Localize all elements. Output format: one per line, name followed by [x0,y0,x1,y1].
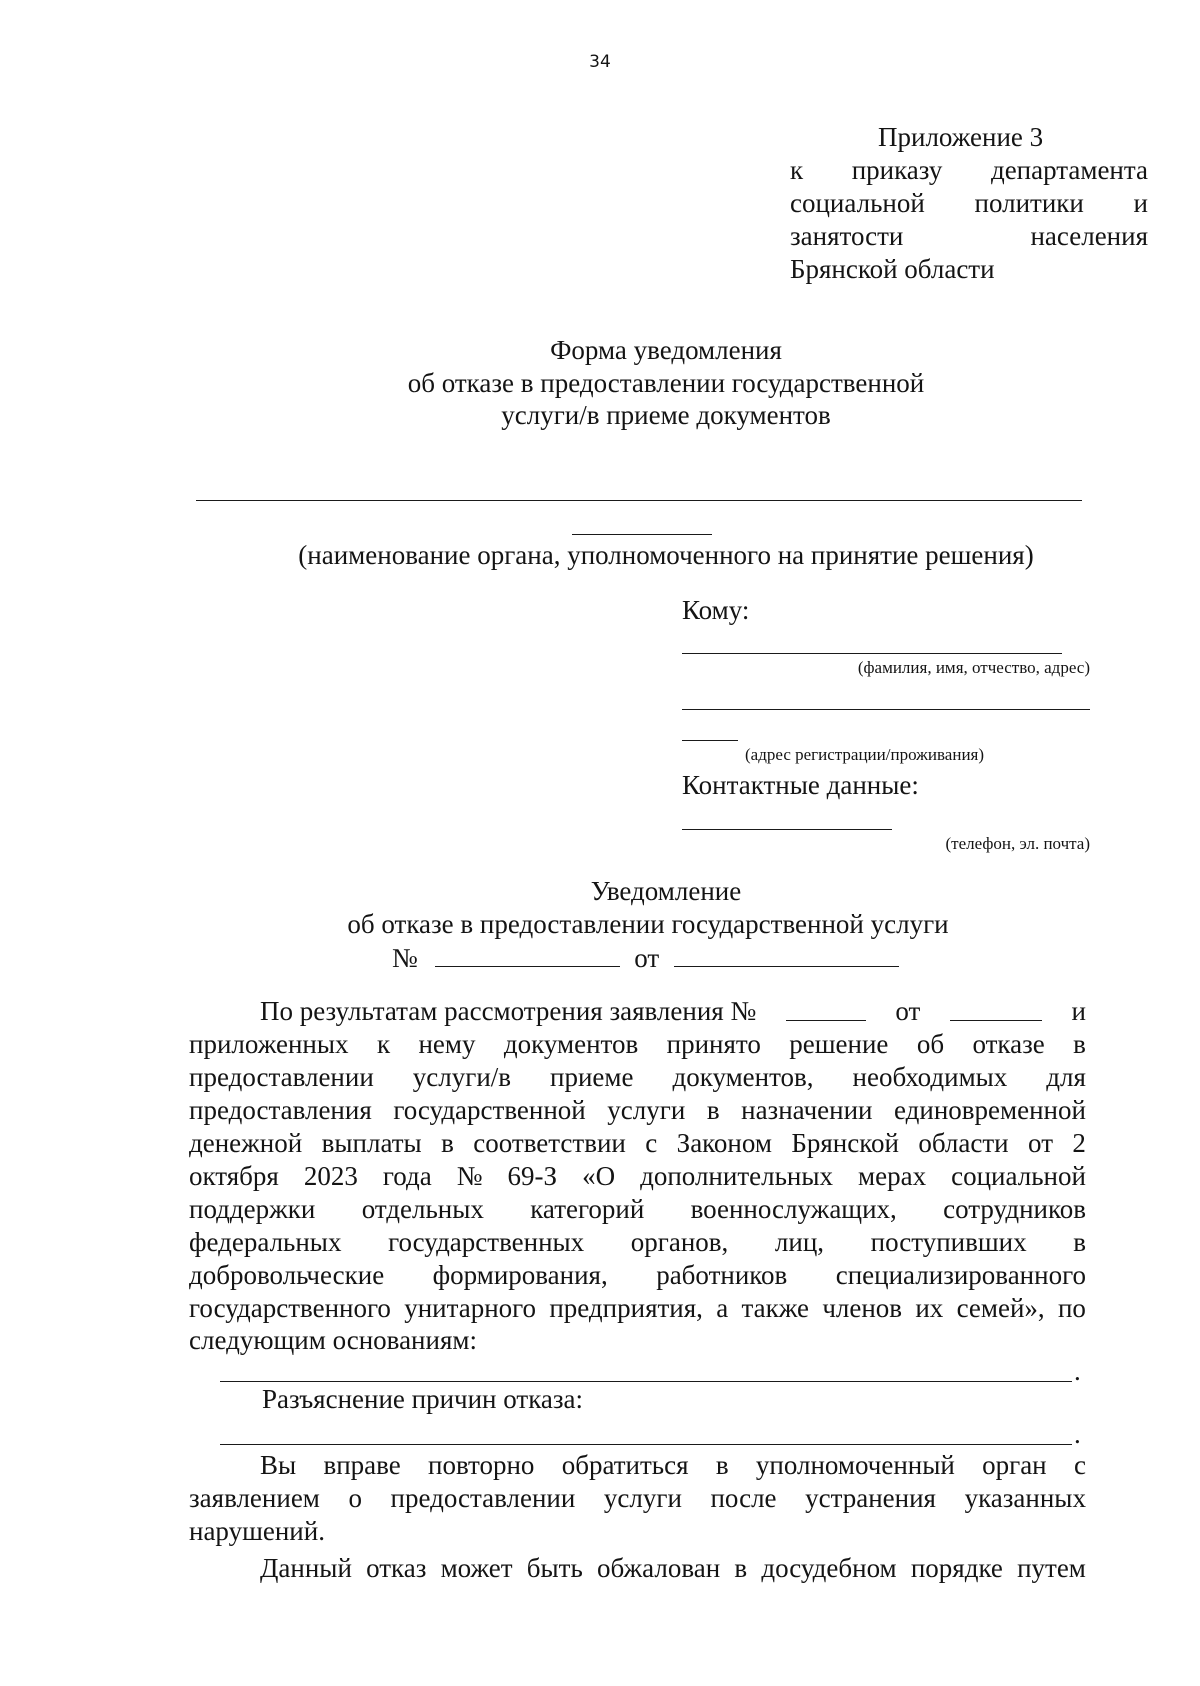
appendix-line-3 [790,221,1148,252]
notice-title: Уведомление [590,876,742,906]
body-line [189,1194,1086,1225]
word: формирования, [432,1260,608,1290]
word: Брянской [791,1128,899,1158]
body-line-last: следующим основаниям: [189,1325,477,1355]
application-phrase: По результатам рассмотрения заявления № [260,996,757,1026]
word: унитарного [404,1293,537,1323]
address-line [682,709,1090,710]
word: в [441,1128,454,1158]
word: нему [418,1029,476,1059]
word: 69-З [507,1161,558,1191]
date-label: от [634,943,660,973]
word: обжалован [596,1553,721,1583]
word: лиц, [774,1227,825,1257]
appendix-line-4: Брянской области [790,254,995,284]
to-label: Кому: [682,595,750,625]
fio-caption: (фамилия, имя, отчество, адрес) [857,658,1090,677]
word: устранения [805,1483,936,1513]
p3-line-1 [260,1450,1086,1481]
appendix-title: Приложение 3 [878,122,1044,152]
number-label: № [392,943,418,973]
word: федеральных [189,1227,342,1257]
body-line [189,1128,1086,1159]
word: предоставлении [189,1062,374,1092]
grounds-dot: . [1074,1356,1081,1386]
word: в [706,1095,720,1125]
word: с [1073,1450,1086,1480]
word: после [710,1483,777,1513]
word: быть [526,1553,583,1583]
appendix-word: приказу [851,155,943,185]
reasons-dot: . [1074,1419,1081,1449]
word: октября [189,1161,279,1191]
word: документов, [672,1062,814,1092]
appendix-word: департамента [990,155,1148,185]
word: соответствии [473,1128,626,1158]
date-field [674,942,899,967]
word: принято [666,1029,761,1059]
word: единовременной [894,1095,1086,1125]
body-line-first [260,996,1086,1027]
word: денежной [189,1128,303,1158]
contacts-label: Контактные данные: [682,770,919,800]
word: отказе [972,1029,1045,1059]
p3-line-2 [189,1483,1086,1514]
word: уполномоченный [755,1450,955,1480]
word: решение [789,1029,889,1059]
word: орган [982,1450,1047,1480]
word: приложенных [189,1029,349,1059]
word: о [348,1483,362,1513]
appendix-line-2 [790,188,1148,219]
p3-line-3: нарушений. [189,1516,325,1546]
contacts-line [682,829,892,830]
word: сотрудников [943,1194,1086,1224]
word: государственного [189,1293,391,1323]
word: указанных [964,1483,1086,1513]
word: предприятия, [549,1293,703,1323]
word: может [440,1553,513,1583]
word: назначении [741,1095,873,1125]
appendix-word: к [790,155,804,185]
appendix-word: социальной [790,188,925,218]
word: с [645,1128,658,1158]
form-subtitle-1: об отказе в предоставлении государственной [407,368,925,398]
word: в [734,1553,748,1583]
address-line-short [682,740,738,741]
appendix-line-1 [790,155,1148,186]
word: их [915,1293,944,1323]
word: заявлением [189,1483,320,1513]
word: отказ [366,1553,427,1583]
reasons-label: Разъяснение причин отказа: [262,1384,584,1414]
word: специализированного [835,1260,1086,1290]
authority-name-line-short [572,534,712,535]
page-number: 34 [589,52,611,72]
authority-caption: (наименование органа, уполномоченного на принятие решения) [298,540,1034,570]
body-line [189,1095,1086,1126]
body-line [189,1227,1086,1258]
application-from-label: от [895,996,921,1026]
word: работников [656,1260,788,1290]
word: государственной [393,1095,586,1125]
body-line [189,1161,1086,1192]
word: вправе [323,1450,401,1480]
number-field [435,942,620,967]
application-number-field [786,996,866,1021]
word: поступивших [870,1227,1027,1257]
notice-subtitle: об отказе в предоставлении государственной услуги [347,909,949,939]
word: категорий [530,1194,645,1224]
word: об [916,1029,945,1059]
word: 2 [1072,1128,1086,1158]
appendix-word: политики [974,188,1084,218]
word: обратиться [561,1450,689,1480]
word: социальной [951,1161,1086,1191]
word: мерах [858,1161,927,1191]
notice-number-row [392,942,899,974]
word: путем [1017,1553,1086,1583]
word: в [715,1450,729,1480]
word: поддержки [189,1194,316,1224]
word: приеме [550,1062,634,1092]
word: в [1073,1029,1086,1059]
body-line [189,1293,1086,1324]
word: добровольческие [189,1260,385,1290]
body-line [189,1062,1086,1093]
word: по [1057,1293,1086,1323]
grounds-line [220,1381,1072,1382]
word: Вы [260,1450,297,1480]
word: предоставления [189,1095,372,1125]
word: также [741,1293,810,1323]
word: к [376,1029,391,1059]
word: государственных [388,1227,585,1257]
word: выплаты [321,1128,422,1158]
word: отдельных [361,1194,484,1224]
word: области [918,1128,1009,1158]
word: Законом [676,1128,772,1158]
p4-line [260,1553,1086,1584]
word: 2023 [303,1161,358,1191]
reasons-line [220,1444,1072,1445]
word: повторно [428,1450,535,1480]
and-word: и [1071,996,1086,1026]
fio-line [682,653,1062,654]
word: предоставлении [390,1483,576,1513]
word: порядке [910,1553,1003,1583]
word: услуги [603,1483,682,1513]
address-caption: (адрес регистрации/проживания) [745,745,985,764]
appendix-word: населения [1030,221,1148,251]
appendix-word: занятости [790,221,904,251]
word: документов [503,1029,639,1059]
word: необходимых [852,1062,1008,1092]
word: досудебном [761,1553,897,1583]
word: органов, [630,1227,729,1257]
word: года [382,1161,432,1191]
word: от [1028,1128,1053,1158]
word: военнослужащих, [690,1194,897,1224]
contacts-caption: (телефон, эл. почта) [945,834,1090,853]
word: в [1073,1227,1086,1257]
word: Данный [260,1553,352,1583]
word: а [716,1293,729,1323]
word: семей», [956,1293,1045,1323]
form-title: Форма уведомления [550,335,782,365]
word: членов [822,1293,903,1323]
body-line [189,1260,1086,1291]
word: дополнительных [640,1161,833,1191]
word: для [1046,1062,1086,1092]
word: «О [582,1161,616,1191]
authority-name-line [196,500,1082,501]
word: услуги/в [412,1062,512,1092]
word: услуги [607,1095,686,1125]
word: № [456,1161,483,1191]
application-date-field [950,996,1042,1021]
appendix-word: и [1133,188,1148,218]
form-subtitle-2: услуги/в приеме документов [501,400,831,430]
body-line [189,1029,1086,1060]
